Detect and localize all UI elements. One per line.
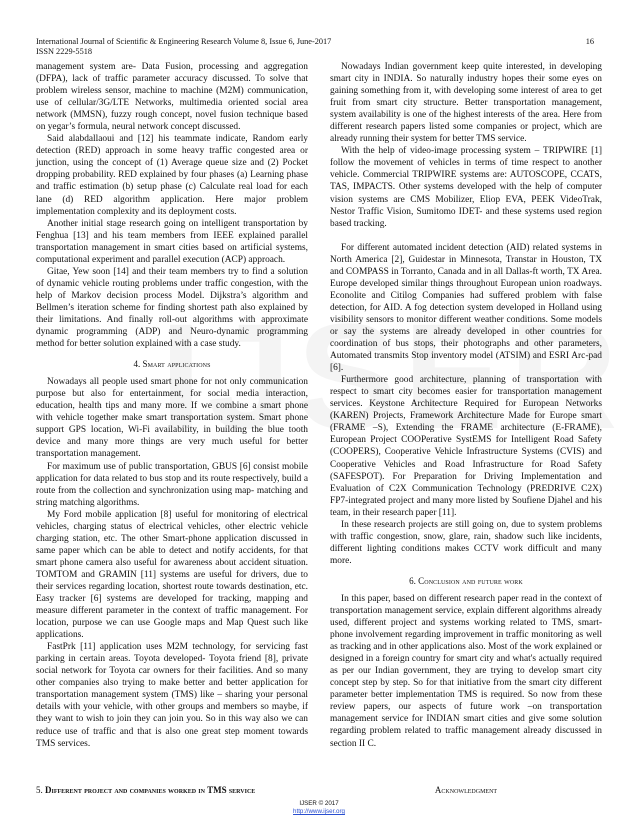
- section-number: 5.: [36, 785, 43, 795]
- paragraph: My Ford mobile application [8] useful for monitoring of electrical vehicles, charging status of electrical vehicles, other electric vehicle charging station, etc. The other Smart-phone application discussed in same paper which can be able to detect and notify accidents, for that smart phone camera also useful for awareness about accident situation. TOMTOM and GRAMIN [11] systems are useful for drivers, due to their services regarding location, shortest route towards destination, etc. Easy tracker [6] systems are developed for tracking, mapping and measure different parameter in the context of traffic management. For location, purpose we can use Google maps and Map Quest such like applications.: [36, 509, 308, 641]
- paragraph: Another initial stage research going on intelligent transportation by Fenghua [13] and his team members from IEEE explained parallel transportation management in smart cities based on artificial systems, computational experiment and parallel execution (ACP) approach.: [36, 218, 308, 265]
- page-header: [36, 37, 602, 57]
- paragraph: For different automated incident detection (AID) related systems in North America [2], Guidestar in Minnesota, Transtar in Houston, TX and COMPASS in Torranto, Canada and in all Dallas-ft worth, TX Area. Europe developed similar things throughout European union roadways. Econolite and Citilog Companies had suffered problem with false detection, for AID. A fog detection system developed in Holland using visibility sensors to monitor different weather conditions. Some models or say the systems are already developed in other countries for coordination of bus stops, their photographs and other parameters, Automated transmits Stop inventory model (ATSIM) and ESRI Arc-pad [6].: [330, 242, 602, 374]
- page-footer: [0, 800, 638, 816]
- section-title: Smart applications: [142, 359, 211, 370]
- paragraph: Nowadays Indian government keep quite interested, in developing smart city in INDIA. So naturally industry hopes their some eyes on gaining something from it, with developing some interest of area to get fruit from smart city structure. Better transportation management, system availability is one of the highest interests of the area. Here from different research papers listed some companies or project, which are already running their system for better TMS service.: [330, 62, 602, 145]
- right-column: [330, 61, 602, 750]
- section-6-heading: [330, 575, 602, 587]
- paragraph: For maximum use of public transportation, GBUS [6] consist mobile application for data related to bus stop and its route respectively, build a route from the collection and synchronization using map- matching and string matching algorithms.: [36, 461, 308, 508]
- paragraph: In these research projects are still going on, due to system problems with traffic congestion, snow, glare, rain, shadow such like incidents, different lighting conditions makes CCTV work difficult and many more.: [330, 519, 602, 566]
- acknowledgment-title: Acknowledgment: [434, 785, 498, 795]
- section-5-heading: [36, 785, 308, 795]
- paragraph: Said alabdallaoui and [12] his teammate indicate, Random early detection (RED) approach in some heavy traffic congested area or junction, using the concept of (1) Average queue size and (2) Pocket dropping probability. RED explained by four phases (a) Learning phase and traffic estimation (b) setup phase (c) Calculate real load for each lane (d) RED algorithm application. Here major problem implementation complexity and its deployment costs.: [36, 134, 308, 217]
- paragraph: FastPrk [11] application uses M2M technology, for servicing fast parking in certain areas. Toyota developed- Toyota friend [8], private social network for Toyota car owners for their facilities. And so many other companies also trying to make better and better application for transportation management system (TMS) like – sharing your personal details with your vehicle, with other groups and members so maybe, if they want to wish to join they can join you. So in this way also we can reduce use of traffic and that is also one great step moment towards TMS services.: [36, 642, 308, 749]
- footer-link[interactable]: http://www.ijser.org: [293, 808, 345, 815]
- section-4-heading: [36, 358, 308, 370]
- section-title: Different project and companies worked in TMS service: [45, 785, 256, 795]
- paragraph: In this paper, based on different research paper read in the context of transportation management service, explain different algorithms already used, different project and systems working related to TMS, smart-phone involvement regarding improvement in traffic monitoring as well as tracking and in other applications also. Most of the work explained or designed in a foreign country for smart city and what's actually required as per our Indian government, they are trying to develop smart city concept step by step. So for that initiative from the smart city different parameter better implementation TMS is required. So now from these review papers, our aspects of future work –on transportation management service for INDIAN smart cities and give some solution regarding problem related to traffic management already discussed in section II C.: [330, 593, 602, 749]
- journal-title: International Journal of Scientific & Engineering Research Volume 8, Issue 6, June-2017: [36, 37, 332, 46]
- paragraph: Nowadays all people used smart phone for not only communication purpose but also for entertainment, for social media interaction, education, health tips and many more. If we combine a smart phone with vehicle together make smart transportation system. Smart phone support GPS location, Wi-Fi availability, in building the blue tooth device and many more things are very much useful for better transportation management.: [36, 377, 308, 460]
- copyright: IJSER © 2017: [299, 800, 339, 807]
- paragraph: management system are- Data Fusion, processing and aggregation (DFPA), lack of traffic parameter accuracy discussed. To solve that problem wireless sensor, machine to machine (M2M) communication, use of cellular/3G/LTE Networks, multimedia oriented social area network (MMSN), fuzzy rough concept, novel fusion technique based on yegar’s formula, neural network concept discussed.: [36, 62, 308, 133]
- page-number: 16: [585, 37, 594, 46]
- paragraph: Gitae, Yew soon [14] and their team members try to find a solution of dynamic vehicle routing problems under traffic congestion, with the help of Markov decision process Model. Dijkstra’s algorithm and Bellmen’s iteration scheme for finding shortest path also explained by their limitations. And finally roll-out algorithms with approximate dynamic programming (ADP) and Neuro-dynamic programming method for better solution explained with a case study.: [36, 266, 308, 350]
- paragraph: With the help of video-image processing system – TRIPWIRE [1] follow the movement of vehicles in terms of time respect to another vehicle. Commercial TRIPWIRE systems are: AUTOSCOPE, CCATS, TAS, IMPACTS. Other systems developed with the help of computer vision systems are CMS Mobilizer, Eliop EVA, PEEK VideoTrak, Nestor Traffic Vision, Sumitomo IDET- and these systems used region based tracking.: [330, 146, 602, 229]
- acknowledgment-heading: [330, 785, 602, 795]
- section-title: Conclusion and future work: [418, 575, 523, 586]
- section-number: 6.: [409, 575, 416, 586]
- left-column: [36, 61, 308, 750]
- issn: ISSN 2229-5518: [36, 47, 93, 56]
- section-number: 4.: [133, 359, 141, 370]
- paragraph: Furthermore good architecture, planning of transportation with respect to smart city becomes easier for transportation management services. Keystone Architecture Required for European Networks (KAREN) Projects, Framework Architecture Made for Europe smart (FRAME –S), Extending the FRAME architecture (E-FRAME), European Project COOPerative SystEMS for Intelligent Road Safety (COOPERS), Cooperative Vehicle Infrastructure Systems (CVIS) and Cooperative Vehicles and Road Infrastructure for Road Safety (SAFESPOT). For Preparation for Driving Implementation and Evaluation of C2X Communication Technology (PREDRIVE C2X) FP7-integrated project and many more listed by Soufiene Djahel and his team, in their research paper [11].: [330, 375, 602, 518]
